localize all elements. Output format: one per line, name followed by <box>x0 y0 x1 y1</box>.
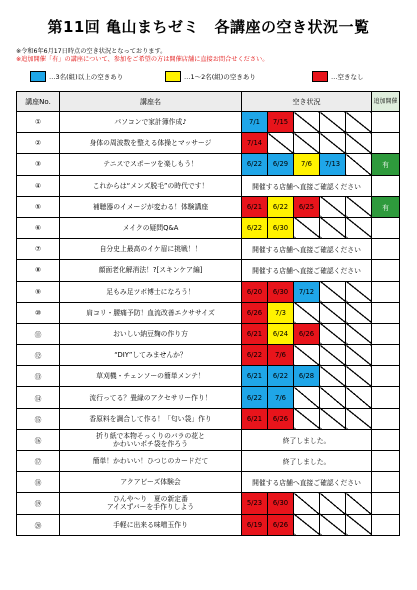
slot-empty <box>320 493 346 514</box>
slot-date-blue: 7/1 <box>242 112 268 133</box>
slot-date-yellow: 7/6 <box>294 154 320 175</box>
course-number: ⑰ <box>17 451 60 472</box>
additional-session-cell <box>372 493 400 514</box>
course-name: “DIY”してみませんか？ <box>60 345 242 366</box>
slot-empty <box>346 154 372 175</box>
course-name: 流行ってる？畳縁のアクセサリー作り！ <box>60 387 242 408</box>
slot-empty <box>320 302 346 323</box>
course-number: ⑫ <box>17 345 60 366</box>
slot-date-red: 6/21 <box>242 196 268 217</box>
slot-empty <box>294 133 320 154</box>
slot-date-yellow: 7/3 <box>268 302 294 323</box>
course-name: 手軽に出来る味噌玉作り <box>60 514 242 535</box>
header-name: 講座名 <box>60 92 242 112</box>
slot-empty <box>346 302 372 323</box>
course-name: これからは“メンズ脱毛”の時代です！ <box>60 175 242 196</box>
slot-empty <box>346 323 372 344</box>
legend-label: …3名(組)以上の空きあり <box>49 72 124 81</box>
additional-session-cell <box>372 429 400 450</box>
course-number: ⑭ <box>17 387 60 408</box>
slot-empty <box>294 493 320 514</box>
slot-empty <box>346 281 372 302</box>
additional-session-cell: 有 <box>372 196 400 217</box>
slot-empty <box>346 345 372 366</box>
table-row <box>17 451 400 472</box>
slot-empty <box>346 366 372 387</box>
slot-date-blue: 7/13 <box>320 154 346 175</box>
slot-date-red: 6/30 <box>268 281 294 302</box>
slot-date-red: 6/30 <box>268 493 294 514</box>
table-row <box>17 196 400 217</box>
additional-session-cell <box>372 451 400 472</box>
status-message: 開催する店舗へ直接ご確認ください <box>242 260 372 281</box>
slot-date-blue: 6/29 <box>268 154 294 175</box>
slot-date-blue: 7/12 <box>294 281 320 302</box>
course-name: 身体の周波数を整える体操とマッサージ <box>60 133 242 154</box>
additional-session-cell <box>372 472 400 493</box>
additional-session-cell <box>372 323 400 344</box>
course-name: パソコンで家計簿作成♪ <box>60 112 242 133</box>
course-number: ⑨ <box>17 281 60 302</box>
additional-session-cell <box>372 366 400 387</box>
course-number: ② <box>17 133 60 154</box>
slot-date-red: 6/26 <box>268 408 294 429</box>
slot-date-blue: 6/21 <box>242 366 268 387</box>
course-number: ⑥ <box>17 217 60 238</box>
table-row <box>17 429 400 450</box>
course-name: ひんや～り 夏の新定番 アイスずバーを手作りしよう <box>60 493 242 514</box>
slot-date-red: 6/19 <box>242 514 268 535</box>
slot-empty <box>346 217 372 238</box>
slot-date-blue: 7/6 <box>268 387 294 408</box>
additional-session-cell <box>372 239 400 260</box>
table-row <box>17 408 400 429</box>
status-message: 終了しました。 <box>242 429 372 450</box>
additional-session-cell <box>372 514 400 535</box>
header-no: 講座No. <box>17 92 60 112</box>
slot-empty <box>320 217 346 238</box>
course-name: 折り紙で本物そっくりのバラの花と かわいいポチ袋を作ろう <box>60 429 242 450</box>
status-message: 終了しました。 <box>242 451 372 472</box>
course-name: 自分史上最高のイケ眉に挑戦！！ <box>60 239 242 260</box>
status-message: 開催する店舗へ直接ご確認ください <box>242 472 372 493</box>
table-row <box>17 514 400 535</box>
slot-date-red: 6/21 <box>242 323 268 344</box>
header-additional: 追加開催 <box>372 92 400 112</box>
course-number: ⑮ <box>17 408 60 429</box>
course-name: 香原料を調合して作る！「匂い袋」作り <box>60 408 242 429</box>
slot-empty <box>346 493 372 514</box>
course-name: 顔面老化解消法！?[スキンケア編] <box>60 260 242 281</box>
slot-date-red: 6/26 <box>268 514 294 535</box>
table-row <box>17 345 400 366</box>
slot-empty <box>346 133 372 154</box>
legend-label: …空きなし <box>331 72 364 81</box>
slot-date-blue: 6/22 <box>268 366 294 387</box>
course-number: ⑳ <box>17 514 60 535</box>
slot-date-red: 6/25 <box>294 196 320 217</box>
table-body <box>17 112 400 536</box>
slot-date-red: 6/21 <box>242 408 268 429</box>
course-number: ⑪ <box>17 323 60 344</box>
slot-empty <box>320 323 346 344</box>
legend-label: …1～2名(組)の空きあり <box>184 72 256 81</box>
course-number: ⑬ <box>17 366 60 387</box>
slot-empty <box>346 196 372 217</box>
table-row <box>17 239 400 260</box>
slot-empty <box>320 196 346 217</box>
legend-item-few <box>165 70 256 82</box>
table-row <box>17 302 400 323</box>
legend-item-full <box>312 70 364 82</box>
slot-empty <box>294 302 320 323</box>
slot-empty <box>320 112 346 133</box>
table-row <box>17 133 400 154</box>
additional-session-cell <box>372 133 400 154</box>
additional-session-cell <box>372 302 400 323</box>
header-status: 空き状況 <box>242 92 372 112</box>
slot-empty <box>346 112 372 133</box>
additional-session-cell <box>372 281 400 302</box>
course-name: 肩コリ・腰痛予防！血流改善エクササイズ <box>60 302 242 323</box>
course-name: 補聴器のイメージが変わる！体験講座 <box>60 196 242 217</box>
additional-session-cell <box>372 175 400 196</box>
additional-session-cell <box>372 408 400 429</box>
slot-date-red: 6/22 <box>242 345 268 366</box>
course-number: ⑤ <box>17 196 60 217</box>
slot-empty <box>320 133 346 154</box>
slot-empty <box>294 112 320 133</box>
table-row <box>17 281 400 302</box>
slot-date-yellow: 6/30 <box>268 217 294 238</box>
table-row <box>17 154 400 175</box>
slot-empty <box>320 366 346 387</box>
slot-empty <box>294 345 320 366</box>
legend-item-available <box>30 70 123 82</box>
slot-empty <box>320 281 346 302</box>
slot-date-red: 5/23 <box>242 493 268 514</box>
course-number: ① <box>17 112 60 133</box>
additional-session-cell <box>372 112 400 133</box>
slot-date-blue: 6/22 <box>242 387 268 408</box>
slot-date-red: 6/20 <box>242 281 268 302</box>
additional-session-note: ※追加開催「有」の講座について、参加をご希望の方は開催店舗に直接お問合せください。 <box>16 56 269 63</box>
slot-empty <box>320 387 346 408</box>
course-number: ⑦ <box>17 239 60 260</box>
course-number: ⑩ <box>17 302 60 323</box>
course-name: メイクの疑問Q&A <box>60 217 242 238</box>
course-availability-table <box>16 91 400 536</box>
course-name: おいしい納豆麹の作り方 <box>60 323 242 344</box>
course-name: 簡単！かわいい！ひつじのカードだて <box>60 451 242 472</box>
legend-swatch-blue <box>30 71 46 82</box>
slot-empty <box>346 408 372 429</box>
table-header-row <box>17 92 400 112</box>
slot-empty <box>320 514 346 535</box>
course-number: ③ <box>17 154 60 175</box>
slot-empty <box>346 387 372 408</box>
table-row <box>17 175 400 196</box>
table-row <box>17 493 400 514</box>
slot-date-yellow: 6/22 <box>268 196 294 217</box>
slot-date-red: 7/6 <box>268 345 294 366</box>
slot-empty <box>320 345 346 366</box>
slot-date-red: 6/26 <box>242 302 268 323</box>
table-row <box>17 472 400 493</box>
slot-date-yellow: 6/22 <box>242 217 268 238</box>
additional-session-cell <box>372 345 400 366</box>
course-name: 足もみ足ツボ博士になろう！ <box>60 281 242 302</box>
slot-empty <box>320 408 346 429</box>
legend-swatch-red <box>312 71 328 82</box>
slot-empty <box>294 217 320 238</box>
course-name: 草刈機・チェンソーの簡単メンテ！ <box>60 366 242 387</box>
slot-date-red: 7/14 <box>242 133 268 154</box>
page-title: 第11回 亀山まちゼミ 各講座の空き状況一覧 <box>47 18 370 36</box>
slot-date-blue: 6/28 <box>294 366 320 387</box>
table-row <box>17 112 400 133</box>
slot-date-red: 6/26 <box>294 323 320 344</box>
course-number: ⑯ <box>17 429 60 450</box>
date-note: ※令和6年6月17日時点の空き状況となっております。 <box>16 48 167 55</box>
course-name: アクアビーズ体験会 <box>60 472 242 493</box>
table-row <box>17 387 400 408</box>
additional-session-cell <box>372 387 400 408</box>
table-row <box>17 366 400 387</box>
additional-session-cell <box>372 217 400 238</box>
additional-session-cell <box>372 260 400 281</box>
table-row <box>17 217 400 238</box>
slot-empty <box>294 408 320 429</box>
legend-swatch-yellow <box>165 71 181 82</box>
slot-empty <box>346 514 372 535</box>
slot-empty <box>294 387 320 408</box>
slot-date-red: 7/15 <box>268 112 294 133</box>
table-row <box>17 323 400 344</box>
course-number: ④ <box>17 175 60 196</box>
slot-empty <box>268 133 294 154</box>
course-number: ⑱ <box>17 472 60 493</box>
slot-empty <box>294 514 320 535</box>
status-message: 開催する店舗へ直接ご確認ください <box>242 175 372 196</box>
additional-session-cell: 有 <box>372 154 400 175</box>
course-number: ⑲ <box>17 493 60 514</box>
course-number: ⑧ <box>17 260 60 281</box>
slot-date-yellow: 6/24 <box>268 323 294 344</box>
course-name: テニスでスポーツを楽しもう！ <box>60 154 242 175</box>
status-message: 開催する店舗へ直接ご確認ください <box>242 239 372 260</box>
slot-date-blue: 6/22 <box>242 154 268 175</box>
table-row <box>17 260 400 281</box>
